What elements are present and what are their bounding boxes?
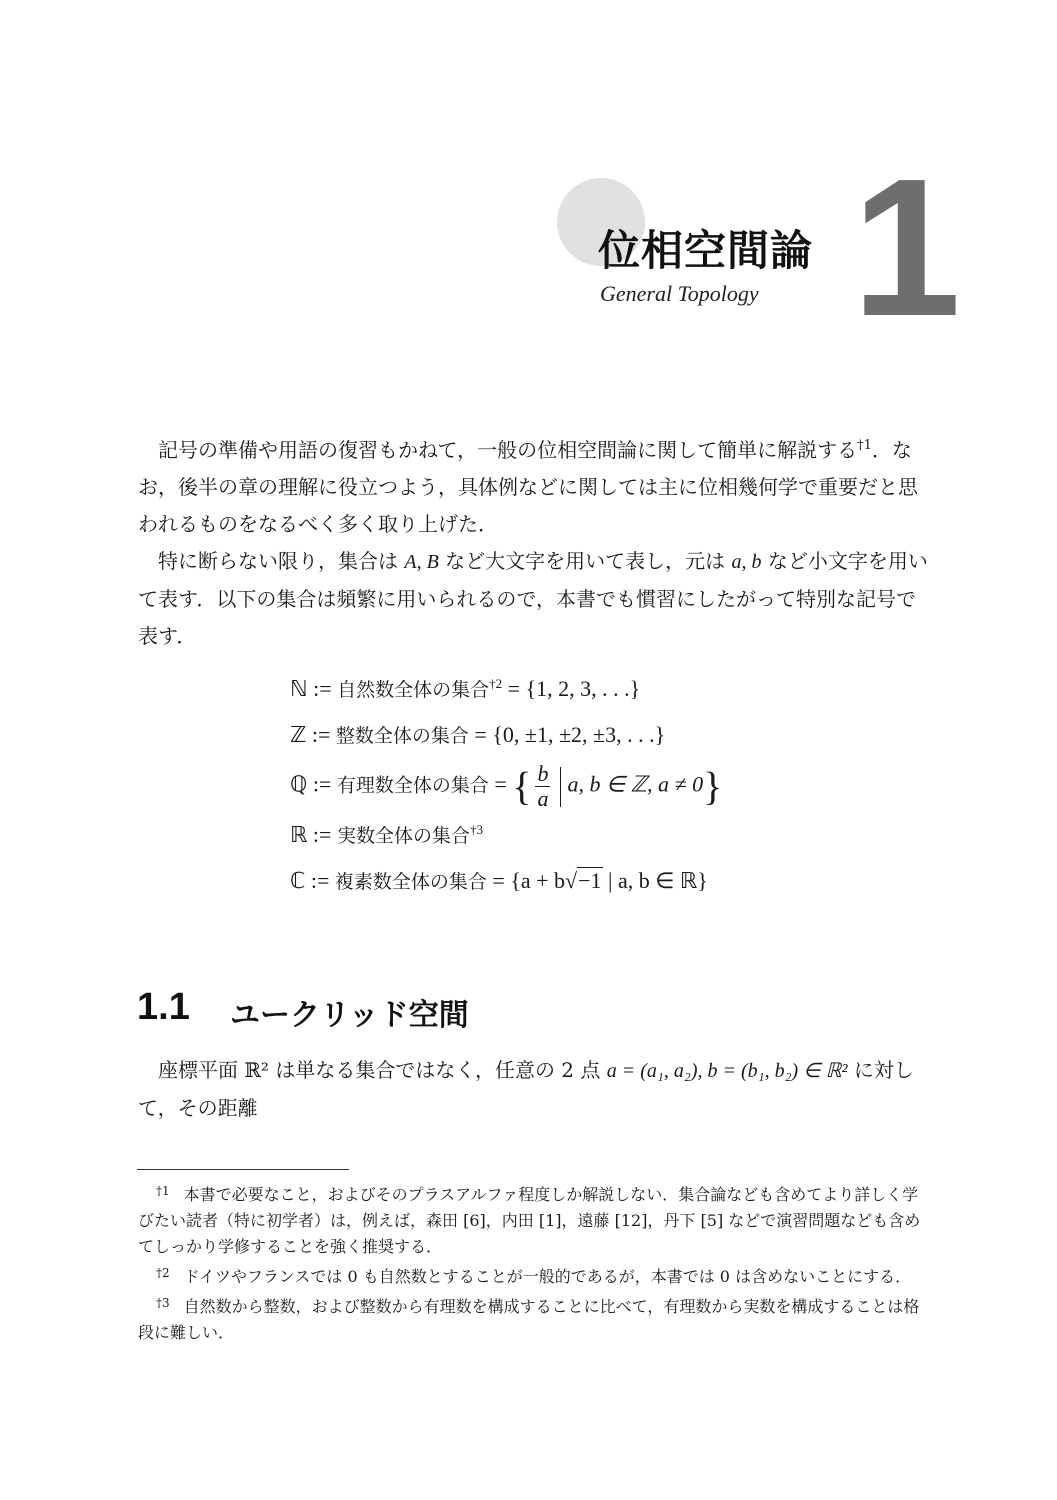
set-builder-bar (560, 767, 561, 807)
intro-text (138, 432, 928, 655)
def-integers: ℤ := 整数全体の集合 = {0, ±1, ±2, ±3, . . .} (290, 722, 666, 747)
chapter-number: 1 (852, 138, 962, 357)
intro-paragraph-1: 記号の準備や用語の復習もかねて，一般の位相空間論に関して簡単に解説する$^{\dagger 1}$．なお，後半の章の理解に役立つよう，具体例などに関しては主に位相幾何学で重要だと思われるものをなるべく多く取り上げた． (138, 438, 918, 536)
section-body: 座標平面 ℝ² は単なる集合ではなく，任意の 2 点 a = (a₁, a₂), b = (b₁, b₂) ∈ ℝ² に対して，その距離 (138, 1058, 914, 1120)
footnote-1: $^{\dagger 1}$ 本書で必要なこと，およびそのプラスアルファ程度しか解説しない．集合論なども含めてより詳しく学びたい読者（特に初学者）は，例えば，森田 [6]，内田 [1]，遠藤 [12]，丹下 [5] などで演習問題なども含めてしっかり学修することを強く推奨する． (138, 1184, 921, 1256)
footnote-3: $^{\dagger 3}$ 自然数から整数，および整数から有理数を構成することに比べて，有理数から実数を構成することは格段に難しい． (138, 1296, 920, 1342)
fraction-b-over-a: $\frac{b}{a}$ (537, 761, 549, 812)
def-complex: ℂ := 複素数全体の集合 = {a + b√−1 | a, b ∈ ℝ} (290, 868, 708, 893)
chapter-subtitle: General Topology (600, 281, 759, 306)
footnote-ref-3: †3 (469, 822, 483, 837)
def-reals: ℝ := 実数全体の集合$^{\dagger 3}$ (290, 822, 483, 847)
footnote-ref-1: †1 (857, 438, 872, 453)
intro-paragraph-2: 特に断らない限り，集合は A, B など大文字を用いて表し，元は a, b など小文字を用いて表す．以下の集合は頻繁に用いられるので，本書でも慣習にしたがって特別な記号で表す． (138, 549, 928, 648)
def-naturals: ℕ := 自然数全体の集合$^{\dagger 2}$ = {1, 2, 3, . . .} (290, 676, 641, 701)
chapter-title: 位相空間論 (598, 226, 814, 275)
section-title: ユークリッド空間 (230, 998, 469, 1033)
def-rationals: ℚ := 有理数全体の集合 = { $\frac{b}{a}$ a, b ∈ ℤ, a ≠ 0} (290, 761, 723, 812)
footnote-rule (137, 1169, 349, 1170)
footnote-ref-2: †2 (489, 676, 503, 691)
footnote-2: $^{\dagger 2}$ ドイツやフランスでは 0 も自然数とすることが一般的であるが，本書では 0 は含めないことにする． (156, 1266, 912, 1286)
footnotes (138, 1178, 928, 1346)
section-number: 1.1 (137, 986, 190, 1028)
